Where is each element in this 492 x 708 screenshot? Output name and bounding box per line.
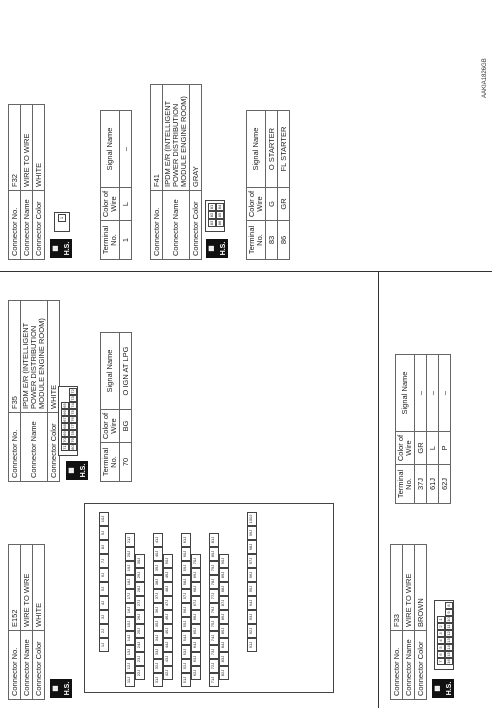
f32-signal-header: Signal Name [101,111,120,188]
f41-connector-name-value: IPDM E/R (INTELLIGENT POWER DISTRIBUTION MODULE ENGINE ROOM) [163,85,190,191]
connector-pin: 48J [163,582,173,596]
table-cell: – [120,111,132,188]
connector-pin: 77J [209,589,219,603]
connector-pin: 92J [247,624,257,638]
connector-pin: 43J [163,652,173,666]
f32-hs-icon: ▦ H.S. [50,239,72,258]
connector-pin: 69J [191,568,201,582]
table-cell: O STARTER [266,111,278,188]
f35-connector-color-value: WHITE [48,301,60,413]
connector-pin: 30J [135,554,145,568]
f41-connector-no-label: Connector No. [151,191,163,260]
connector-pin: 96J [247,568,257,582]
connector-pin: 50J [163,554,173,568]
connector-pin: 86 [217,220,222,226]
table-cell: 86 [278,221,290,260]
connector-pin: 36J [153,603,163,617]
connector-pin: 73J [209,645,219,659]
e152-connector-no-value: E152 [9,545,21,631]
connector-pin: 7J [99,554,109,568]
connector-pin: 73 [70,396,75,401]
connector-pin: 68J [191,582,201,596]
connector-pin: 8 [445,602,453,609]
connector-pin: 40J [153,547,163,561]
f41-connector-frame [205,200,225,232]
connector-pin: 33J [153,645,163,659]
connector-pin: 16 [446,659,451,664]
e152-connector-name-label: Connector Name [21,631,33,700]
table-row [427,355,439,504]
connector-pin: 85J [219,624,229,638]
connector-pin: 23J [135,652,145,666]
connector-pin: 76 [70,417,75,422]
connector-pin: 87J [219,596,229,610]
connector-pin: 8J [99,540,109,554]
table-cell: 70 [120,443,132,482]
connector-pin: 44J [163,638,173,652]
f41-hs-icon: ▦ H.S. [206,239,228,258]
e152-signal-table [395,354,451,504]
f35-signal-table [100,332,132,482]
f35-connector-color-label: Connector Color [48,413,60,482]
connector-pin: 54J [181,631,191,645]
connector-pin: 14 [446,645,451,650]
connector-pin: 18J [125,575,135,589]
horizontal-divider [378,272,379,708]
table-cell: L [427,432,439,465]
f33-connector-name-value: WIRE TO WIRE [403,545,415,631]
connector-pin: 16J [125,603,135,617]
table-cell: 61J [427,465,439,504]
table-cell: – [427,355,439,432]
connector-pin: 61J [181,533,191,547]
f32-connector-no-value: F32 [9,105,21,191]
connector-pin: 2 [437,623,445,630]
connector-pin: 72J [209,659,219,673]
f32-signal-table [100,110,132,260]
f35-hs-label: H.S. [80,463,87,478]
connector-pin: 11 [446,624,451,629]
f33-connector-name-label: Connector Name [403,631,415,700]
connector-pin: 2J [99,624,109,638]
connector-pin: 60J [181,547,191,561]
f33-connector-no-value: F33 [391,545,403,631]
e152-connector-color-value: WHITE [33,545,45,631]
f35-connector-no-value: F35 [9,301,21,413]
f32-terminal-header: Terminal No. [101,221,120,260]
connector-pin: 69 [62,431,67,436]
connector-pin: 27J [135,596,145,610]
f32-connector-frame [54,212,70,232]
table-cell: O IGN AT LPG [120,333,132,410]
connector-pin: 1 [437,616,445,623]
connector-pin: 95J [247,582,257,596]
connector-pin: 6 [437,651,445,658]
connector-pin: 71 [62,445,67,450]
connector-pin: 17J [125,589,135,603]
connector-pin: 67 [62,417,67,422]
e152-info-table [8,544,45,700]
table-cell: L [120,188,132,221]
connector-pin: 63J [191,652,201,666]
connector-pin: 12 [446,631,451,636]
f41-terminal-header: Terminal No. [247,221,266,260]
connector-pin: 85 [217,212,222,218]
table-cell: – [415,355,427,432]
e152-connector-no-label: Connector No. [9,631,21,700]
f32-info-table [8,104,45,260]
connector-pin: 6J [99,568,109,582]
connector-pin: 5 [437,644,445,651]
connector-pin: 3J [99,610,109,624]
f35-connector-no-label: Connector No. [9,413,21,482]
connector-pin: 79 [70,438,75,443]
connector-pin: 90J [219,554,229,568]
connector-pin: 9J [99,526,109,540]
connector-pin: 21J [125,533,135,547]
connector-pin: 62J [191,666,201,680]
e152-hs-label: H.S. [64,681,71,696]
connector-pin: 1J [99,638,109,652]
e152-connector-color-label: Connector Color [33,631,45,700]
f32-connector-color-label: Connector Color [33,191,45,260]
f33-info-table [390,544,427,700]
f41-hs-label: H.S. [220,241,227,256]
f33-hs-icon: ▦ H.S. [432,679,454,698]
f41-signal-table [246,110,290,260]
connector-pin: 4J [99,596,109,610]
f41-connector-no-value: F41 [151,85,163,191]
f35-info-table [8,300,60,482]
connector-pin: 71J [209,673,219,687]
connector-pin: 100J [247,512,257,526]
connector-pin: 26J [135,610,145,624]
connector-pin: 75J [209,617,219,631]
connector-pin: 29J [135,568,145,582]
connector-pin: 83J [219,652,229,666]
table-row [439,355,451,504]
connector-pin: 9 [445,609,453,616]
connector-pin: 65 [62,403,67,408]
f41-info-table [150,84,202,260]
e152-wire-header: Color of Wire [396,432,415,465]
connector-pin: 81J [209,533,219,547]
connector-pin: 25J [135,624,145,638]
connector-pin: 34J [153,631,163,645]
connector-pin: 59J [181,561,191,575]
connector-pin: 31J [153,673,163,687]
f41-connector-color-value: GRAY [190,85,202,191]
connector-pin: 3 [437,630,445,637]
table-cell: 1 [120,221,132,260]
connector-pin: 80 [70,445,75,450]
f33-connector-frame [434,600,454,670]
f35-connector-frame [58,386,78,456]
connector-pin: 66 [62,410,67,415]
connector-pin: 83 [209,220,214,226]
connector-pin: 15J [125,617,135,631]
table-row [415,355,427,504]
connector-pin: 19J [125,561,135,575]
connector-pin: 91J [247,638,257,652]
table-cell: FL STARTER [278,111,290,188]
connector-pin: 76J [209,603,219,617]
f32-connector-name-value: WIRE TO WIRE [21,105,33,191]
f35-signal-header: Signal Name [101,333,120,410]
f32-wire-header: Color of Wire [101,188,120,221]
f33-connector-color-value: BROWN [415,545,427,631]
connector-pin: 82 [209,212,214,218]
table-row [266,111,278,260]
connector-pin: 77 [70,424,75,429]
connector-pin: 84 [217,204,222,210]
connector-pin: 47J [163,596,173,610]
connector-pin: 51J [181,673,191,687]
table-cell: GR [278,188,290,221]
connector-pin: 70 [62,438,67,443]
connector-pin: 38J [153,575,163,589]
connector-pin: 13J [125,645,135,659]
connector-pin: 10 [446,617,451,622]
f35-wire-header: Color of Wire [101,410,120,443]
connector-pin: 80J [209,547,219,561]
connector-pin: 49J [163,568,173,582]
table-cell: 83 [266,221,278,260]
connector-pin: 46J [163,610,173,624]
connector-pin: 66J [191,610,201,624]
connector-pin: 52J [181,659,191,673]
table-cell: – [439,355,451,432]
connector-pin: 41J [153,533,163,547]
connector-pin: 84J [219,638,229,652]
connector-pin: 37J [153,589,163,603]
f35-connector-name-label: Connector Name [21,413,48,482]
e152-terminal-header: Terminal No. [396,465,415,504]
connector-pin: 78J [209,575,219,589]
table-row [120,333,132,482]
connector-pin: 20J [125,547,135,561]
f41-connector-name-label: Connector Name [163,191,190,260]
connector-pin: 75 [70,410,75,415]
connector-pin: 74J [209,631,219,645]
e152-hs-icon: ▦ H.S. [50,679,72,698]
connector-pin: 57J [181,589,191,603]
connector-pin: 7 [437,658,445,665]
connector-pin: 24J [135,638,145,652]
connector-pin: 70J [191,554,201,568]
connector-pin: 88J [219,582,229,596]
connector-pin: 97J [247,554,257,568]
connector-pin: 53J [181,645,191,659]
vertical-divider [0,271,492,272]
connector-pin: 45J [163,624,173,638]
connector-pin: 35J [153,617,163,631]
e152-connector-name-value: WIRE TO WIRE [21,545,33,631]
connector-pin: 5J [99,582,109,596]
footer-ref: AAKIA1826GB [482,58,488,98]
connector-pin: 79J [209,561,219,575]
connector-pin: 28J [135,582,145,596]
connector-pin: 93J [247,610,257,624]
connector-pin: 86J [219,610,229,624]
f35-terminal-header: Terminal No. [101,443,120,482]
f33-connector-no-label: Connector No. [391,631,403,700]
table-cell: P [439,432,451,465]
connector-pin: 39J [153,561,163,575]
f32-pin: 1 [58,214,66,222]
table-cell: GR [415,432,427,465]
f35-hs-icon: ▦ H.S. [66,461,88,480]
connector-pin: 99J [247,526,257,540]
f32-connector-no-label: Connector No. [9,191,21,260]
table-cell: G [266,188,278,221]
f41-wire-header: Color of Wire [247,188,266,221]
connector-pin: 78 [70,431,75,436]
connector-pin: 82J [219,666,229,680]
connector-pin: 64J [191,638,201,652]
e152-signal-header: Signal Name [396,355,415,432]
f41-signal-header: Signal Name [247,111,266,188]
f41-connector-color-label: Connector Color [190,191,202,260]
connector-pin: 10J [99,512,109,526]
connector-pin: 89J [219,568,229,582]
e152-connector-frame [84,503,334,693]
connector-pin: 72 [70,389,75,394]
connector-pin: 4 [437,637,445,644]
connector-pin: 81 [209,204,214,210]
connector-pin: 42J [163,666,173,680]
f32-hs-label: H.S. [64,241,71,256]
connector-pin: 56J [181,603,191,617]
connector-pin: 22J [135,666,145,680]
table-cell: BG [120,410,132,443]
table-row [278,111,290,260]
table-cell: 37J [415,465,427,504]
connector-pin: 11J [125,673,135,687]
f32-connector-color-value: WHITE [33,105,45,191]
f32-connector-name-label: Connector Name [21,191,33,260]
connector-pin: 98J [247,540,257,554]
connector-pin: 15 [446,652,451,657]
connector-pin: 68 [62,424,67,429]
table-cell: 62J [439,465,451,504]
connector-pin: 58J [181,575,191,589]
f33-hs-label: H.S. [446,681,453,696]
connector-pin: 32J [153,659,163,673]
table-row [120,111,132,260]
connector-pin: 67J [191,596,201,610]
connector-pin: 13 [446,638,451,643]
connector-pin: 74 [70,403,75,408]
connector-pin: 14J [125,631,135,645]
f35-connector-name-value: IPDM E/R (INTELLIGENT POWER DISTRIBUTION MODULE ENGINE ROOM) [21,301,48,413]
connector-pin: 55J [181,617,191,631]
connector-pin: 65J [191,624,201,638]
connector-pin: 94J [247,596,257,610]
f33-connector-color-label: Connector Color [415,631,427,700]
connector-pin: 12J [125,659,135,673]
